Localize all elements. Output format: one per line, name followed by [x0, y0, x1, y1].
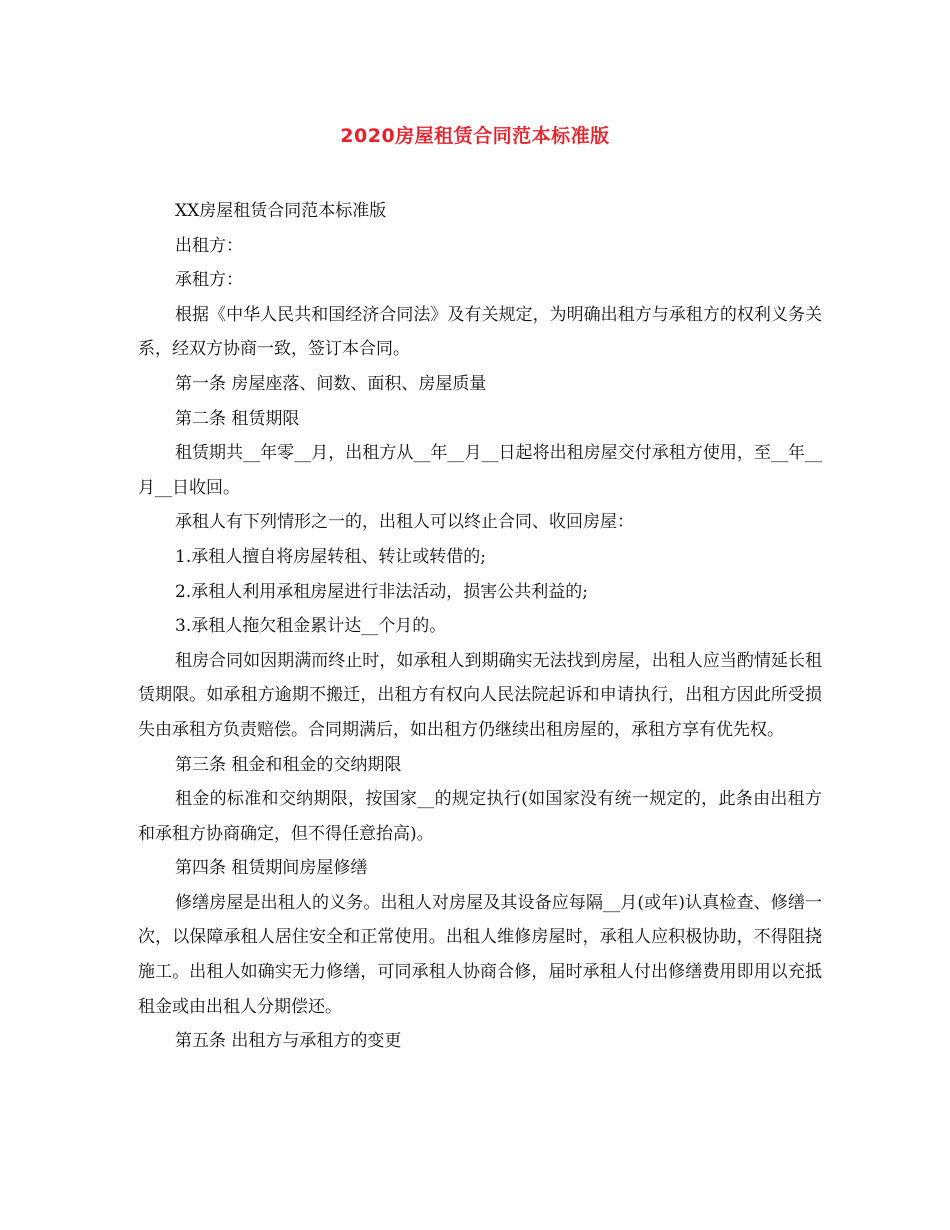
paragraph-repairs: 修缮房屋是出租人的义务。出租人对房屋及其设备应每隔__月(或年)认真检查、修缮一次，以保障承租人居住安全和正常使用。出租人维修房屋时，承租人应积极协助，不得阻挠施工。出租人如确实无力修缮，可同承租人协商合修，届时承租人付出修缮费用即用以充抵租金或由出租人分期偿还。	[138, 892, 822, 1017]
document-title: 2020房屋租赁合同范本标准版	[340, 125, 610, 147]
heading-article-2: 第二条 租赁期限	[175, 408, 300, 429]
heading-article-5: 第五条 出租方与承租方的变更	[175, 1031, 402, 1052]
paragraph-lease-term: 租赁期共__年零__月，出租方从__年__月__日起将出租房屋交付承租方使用，至__年__月__日收回。	[138, 443, 822, 498]
paragraph-expiry: 租房合同如因期满而终止时，如承租人到期确实无法找到房屋，出租人应当酌情延长租赁期限。如承租方逾期不搬迁，出租方有权向人民法院起诉和申请执行，出租方因此所受损失由承租方负责赔偿。合同期满后，如出租方仍继续出租房屋的，承租方享有优先权。	[138, 650, 822, 740]
paragraph-rent: 租金的标准和交纳期限，按国家__的规定执行(如国家没有统一规定的，此条由出租方和承租方协商确定，但不得任意抬高)。	[138, 789, 822, 844]
heading-article-3: 第三条 租金和租金的交纳期限	[175, 754, 402, 775]
list-item-termination-3: 3.承租人拖欠租金累计达__个月的。	[175, 616, 447, 637]
paragraph-preamble: 根据《中华人民共和国经济合同法》及有关规定，为明确出租方与承租方的权利义务关系，经双方协商一致，签订本合同。	[138, 304, 822, 360]
document-body	[138, 194, 822, 1059]
paragraph-subtitle: XX房屋租赁合同范本标准版	[175, 201, 387, 221]
list-item-termination-2: 2.承租人利用承租房屋进行非法活动，损害公共利益的;	[175, 581, 588, 602]
paragraph-termination-intro: 承租人有下列情形之一的，出租人可以终止合同、收回房屋：	[175, 512, 634, 533]
paragraph-lessor: 出租方：	[175, 235, 243, 256]
heading-article-1: 第一条 房屋座落、间数、面积、房屋质量	[175, 373, 487, 394]
paragraph-lessee: 承租方：	[175, 270, 243, 291]
heading-article-4: 第四条 租赁期间房屋修缮	[175, 858, 368, 879]
list-item-termination-1: 1.承租人擅自将房屋转租、转让或转借的;	[175, 546, 486, 567]
